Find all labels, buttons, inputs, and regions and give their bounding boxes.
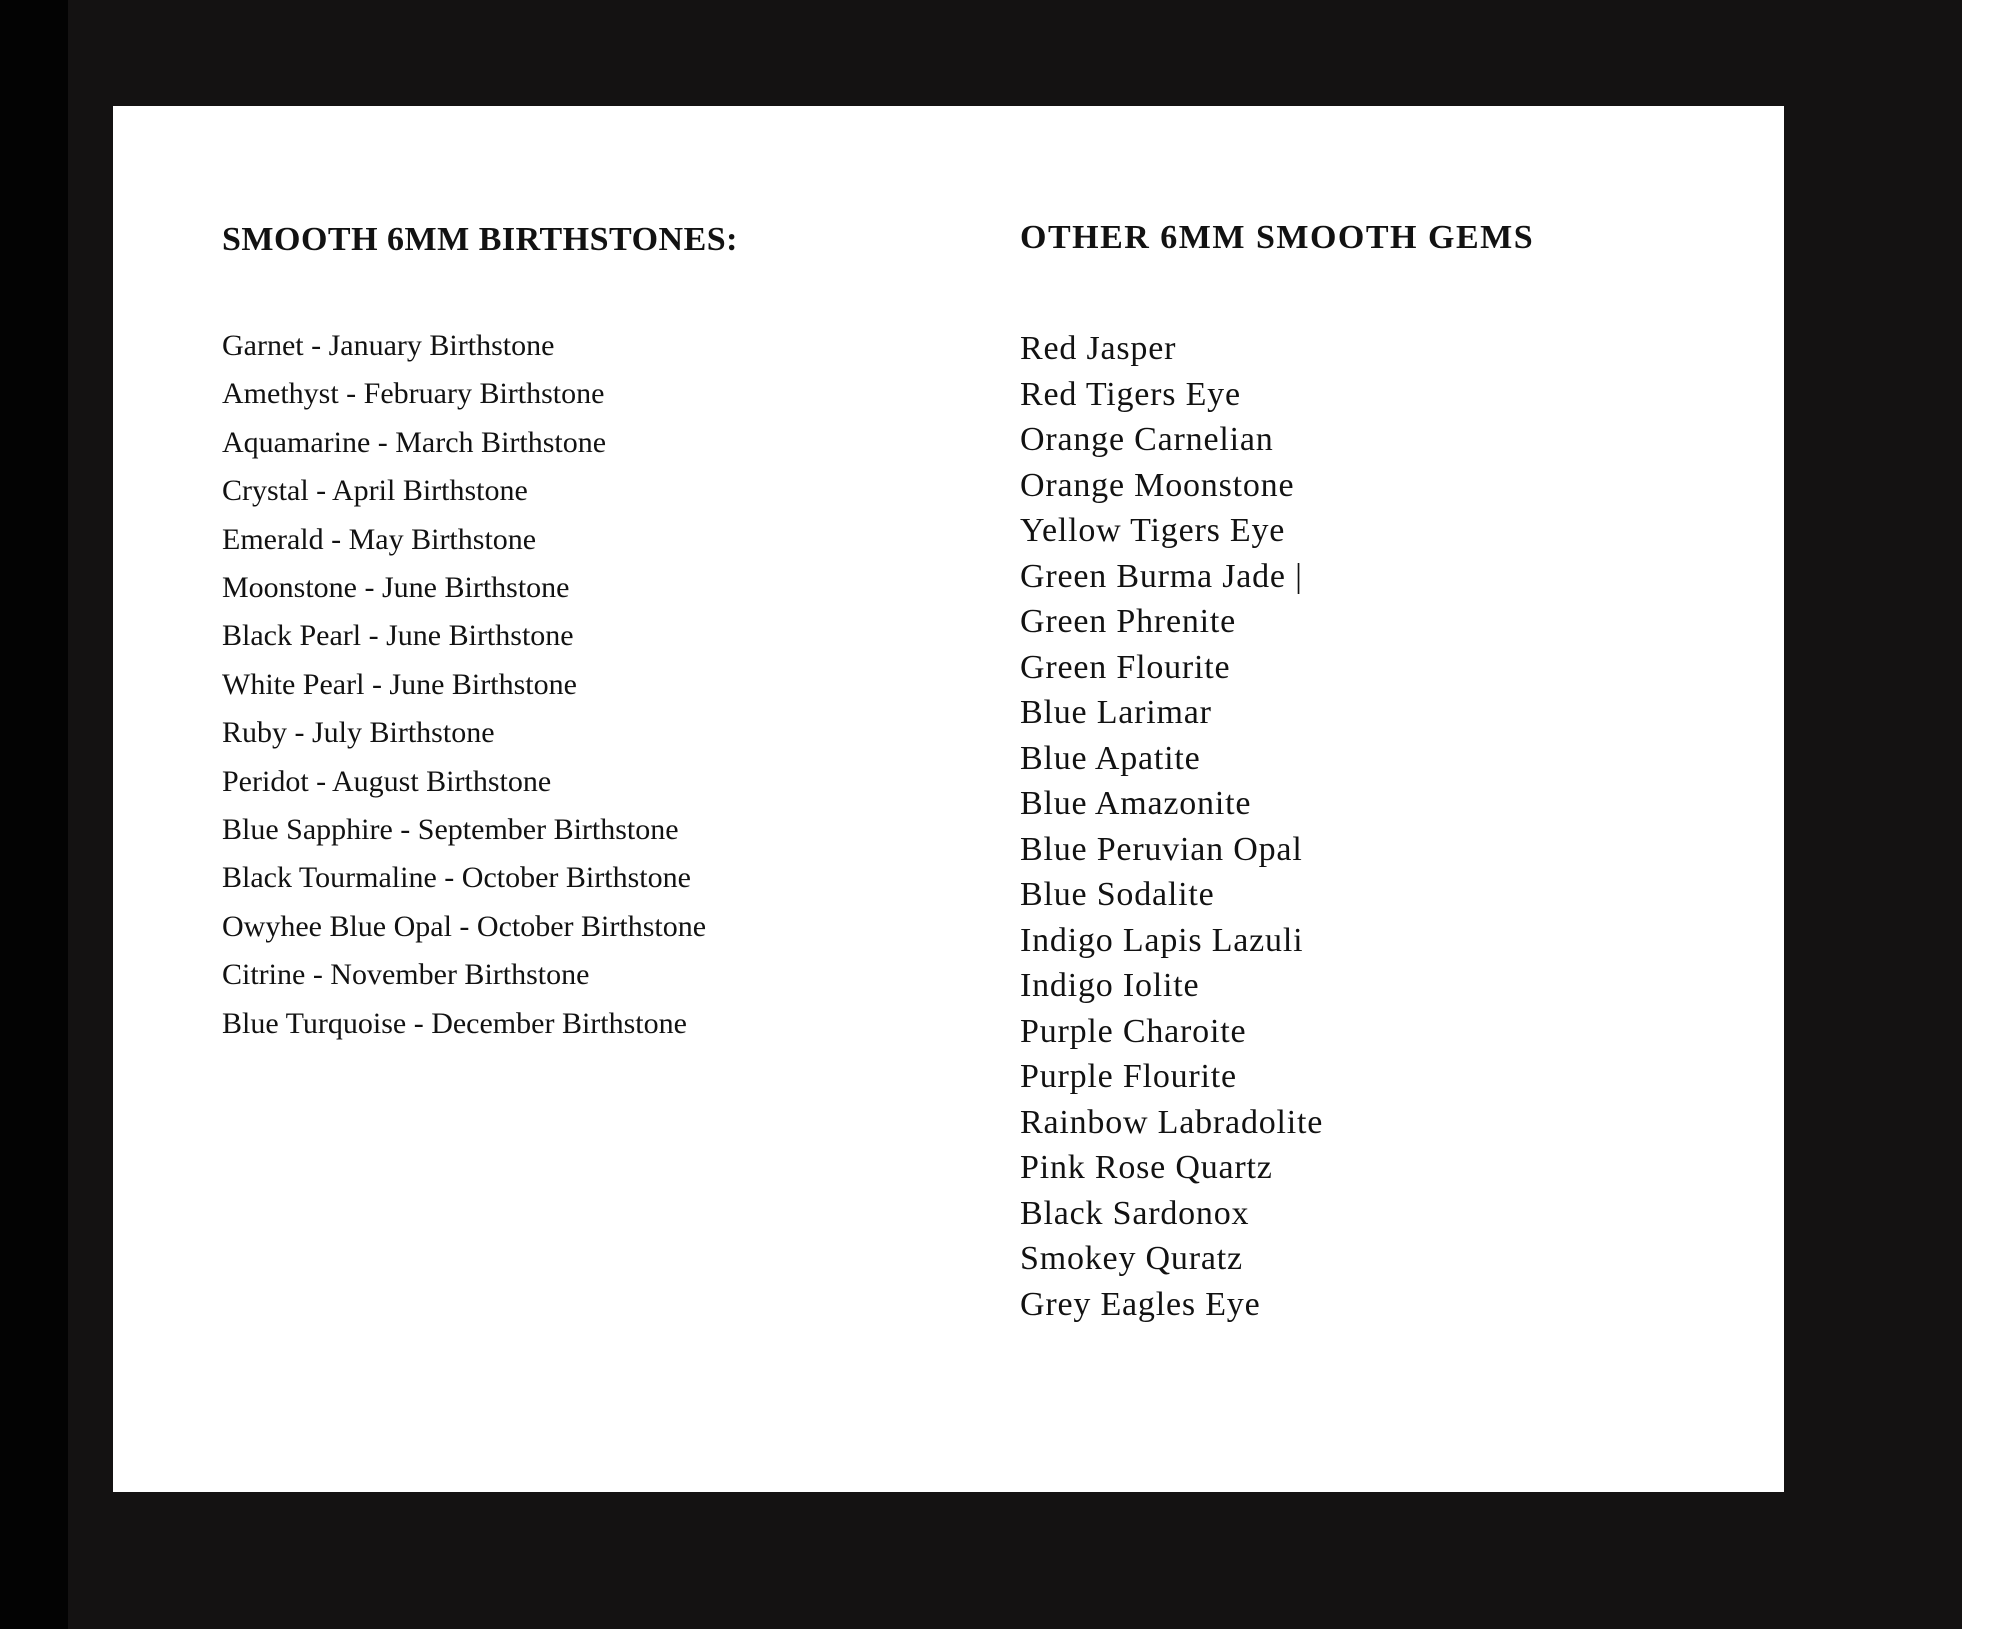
- list-item: Citrine - November Birthstone: [222, 958, 590, 992]
- other-gems-header: OTHER 6MM SMOOTH GEMS: [1020, 219, 1535, 256]
- birthstones-header: SMOOTH 6MM BIRTHSTONES:: [222, 221, 738, 258]
- list-item: Orange Carnelian: [1020, 421, 1274, 458]
- list-item: Blue Sapphire - September Birthstone: [222, 813, 679, 847]
- birthstones-column: [222, 220, 922, 1048]
- list-item: Pink Rose Quartz: [1020, 1149, 1273, 1186]
- list-item: Owyhee Blue Opal - October Birthstone: [222, 909, 707, 943]
- list-item: Indigo Iolite: [1020, 967, 1200, 1004]
- list-item: Red Jasper: [1020, 330, 1177, 367]
- list-item: Indigo Lapis Lazuli: [1020, 921, 1304, 959]
- list-item: Yellow Tigers Eye: [1020, 512, 1286, 549]
- list-item: Black Sardonox: [1020, 1194, 1250, 1232]
- list-item: Moonstone - June Birthstone: [222, 571, 570, 605]
- list-item: Blue Peruvian Opal: [1020, 830, 1303, 868]
- list-item: Ruby - July Birthstone: [222, 716, 495, 750]
- list-item: Black Tourmaline - October Birthstone: [222, 861, 691, 895]
- list-item: Amethyst - February Birthstone: [222, 377, 605, 411]
- list-item: Purple Charoite: [1020, 1012, 1247, 1050]
- list-item: Blue Sodalite: [1020, 876, 1215, 913]
- list-item: Garnet - January Birthstone: [222, 329, 555, 362]
- paper-card: [113, 106, 1784, 1492]
- list-item: Purple Flourite: [1020, 1058, 1237, 1095]
- list-item: Green Burma Jade |: [1020, 557, 1303, 595]
- list-item: Grey Eagles Eye: [1020, 1285, 1261, 1323]
- other-gems-column: [1020, 218, 1720, 1327]
- list-item: Crystal - April Birthstone: [222, 474, 528, 508]
- list-item: Red Tigers Eye: [1020, 375, 1241, 413]
- list-item: Blue Apatite: [1020, 739, 1201, 777]
- list-item: Aquamarine - March Birthstone: [222, 425, 607, 459]
- list-item: Emerald - May Birthstone: [222, 522, 537, 556]
- list-item: Rainbow Labradolite: [1020, 1103, 1324, 1141]
- list-item: Blue Amazonite: [1020, 785, 1252, 822]
- list-item: Green Flourite: [1020, 648, 1231, 686]
- list-item: Orange Moonstone: [1020, 466, 1295, 504]
- list-item: Smokey Quratz: [1020, 1240, 1243, 1277]
- list-item: Peridot - August Birthstone: [222, 764, 552, 798]
- list-item: Green Phrenite: [1020, 603, 1237, 640]
- left-black-strip: [0, 0, 68, 1629]
- list-item: Blue Larimar: [1020, 694, 1212, 731]
- list-item: Black Pearl - June Birthstone: [222, 619, 574, 653]
- list-item: White Pearl - June Birthstone: [222, 667, 577, 701]
- other-gems-list: [1020, 326, 1720, 1327]
- list-item: Blue Turquoise - December Birthstone: [222, 1006, 687, 1040]
- right-white-strip: [1962, 0, 1995, 1629]
- birthstones-list: [222, 322, 922, 1048]
